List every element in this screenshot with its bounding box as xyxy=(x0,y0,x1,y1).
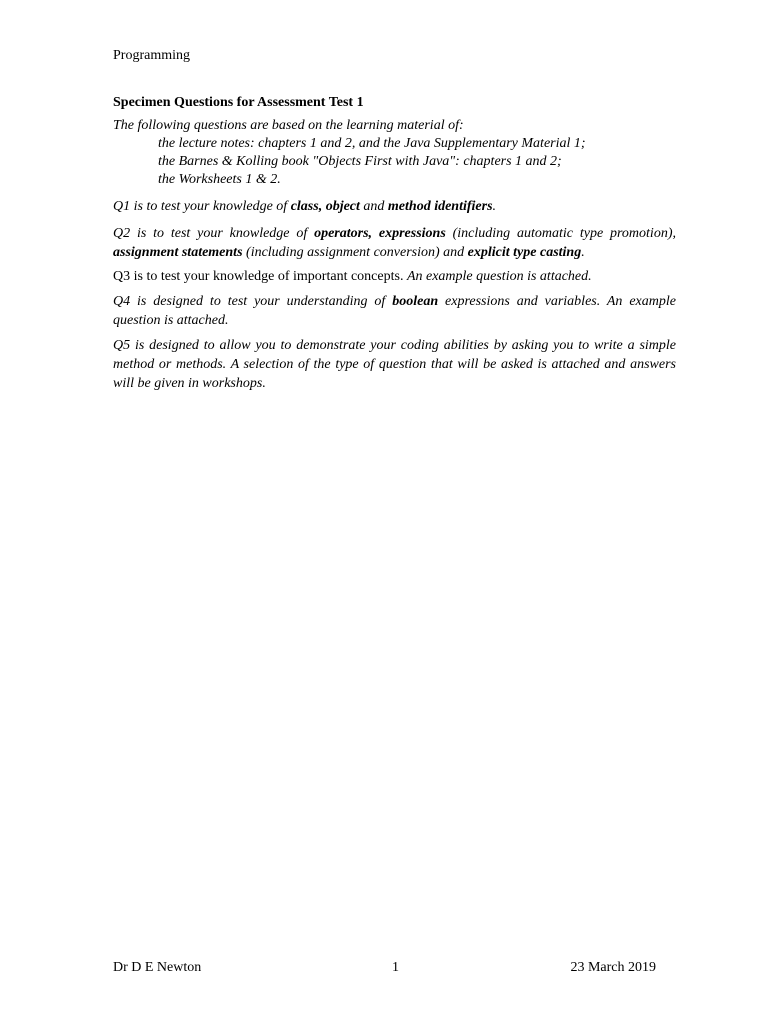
q1-text: Q1 is to test your knowledge of xyxy=(113,199,291,214)
footer-date: 23 March 2019 xyxy=(570,960,656,975)
footer-page-number: 1 xyxy=(392,960,399,975)
q2-text: Q2 is to test your knowledge of xyxy=(113,226,315,241)
q4-text: Q4 is designed to test your understanding of xyxy=(113,294,393,309)
question-q1 xyxy=(113,197,676,216)
q2-text-conversion: (including assignment conversion) and xyxy=(242,245,468,260)
q2-end: . xyxy=(581,245,585,260)
q5-text: Q5 is designed to allow you to demonstrate your coding abilities by asking you to write a simple method or methods. A selection of the type of question that will be asked is attached and answers will be given in workshops. xyxy=(113,338,676,391)
q4-term-boolean: boolean xyxy=(392,294,439,309)
q3-text: Q3 is to test your knowledge of important concepts. xyxy=(113,269,407,284)
q2-term-casting: explicit type casting xyxy=(467,245,582,260)
q4-text-rest: expressions and variables. An example question is attached. xyxy=(113,294,676,328)
q2-term-assignment: assignment statements xyxy=(113,245,243,260)
q1-text-and: and xyxy=(359,199,388,214)
question-q4 xyxy=(113,292,676,330)
intro-item: the lecture notes: chapters 1 and 2, and the Java Supplementary Material 1; xyxy=(158,136,586,151)
q1-term-class-object: class, object xyxy=(290,199,360,214)
question-q2 xyxy=(113,224,676,262)
intro-block xyxy=(113,117,676,189)
question-q3 xyxy=(113,267,676,286)
intro-item: the Worksheets 1 & 2. xyxy=(158,172,281,187)
intro-lead: The following questions are based on the learning material of: xyxy=(113,118,464,133)
q3-example-note: An example question is attached. xyxy=(406,269,592,284)
footer-author: Dr D E Newton xyxy=(113,960,202,975)
question-q5 xyxy=(113,336,676,393)
q2-term-operators: operators, expressions xyxy=(314,226,446,241)
q1-end: . xyxy=(492,199,497,214)
page-title: Specimen Questions for Assessment Test 1 xyxy=(113,95,364,110)
intro-item: the Barnes & Kolling book "Objects First with Java": chapters 1 and 2; xyxy=(158,154,562,169)
page-header: Programming xyxy=(113,48,190,63)
q1-term-method-identifiers: method identifiers xyxy=(387,199,493,214)
q2-text-promotion: (including automatic type promotion), xyxy=(445,226,676,241)
